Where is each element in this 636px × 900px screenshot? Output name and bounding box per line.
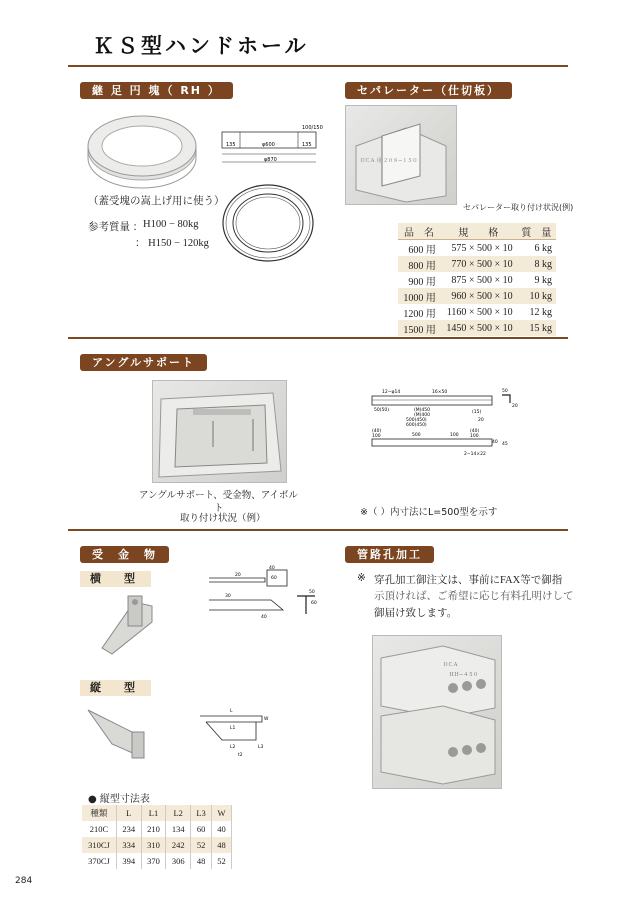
angle-caption-3: 取り付け状況（例） <box>180 513 266 524</box>
rh-section-drawing <box>220 122 323 166</box>
dim-cell: 310 <box>141 837 166 853</box>
separator-photo <box>345 105 457 205</box>
angle-dim-a: 12−φ14 <box>382 390 401 395</box>
dim-cell: 370 <box>141 853 166 869</box>
tate-dim-j: L2 <box>230 745 236 750</box>
rh-dim-d2: φ600 <box>262 142 275 148</box>
tate-dim-l: W <box>264 717 269 722</box>
separator-cell-mass: 12 kg <box>529 306 552 318</box>
dim-cell: 394 <box>116 853 141 869</box>
angle-dim-q: 40 <box>492 440 498 445</box>
angle-dim-j: (40) <box>372 429 382 434</box>
separator-cell-mass: 15 kg <box>517 320 556 336</box>
dim-header-w: W <box>212 805 232 821</box>
dim-header-l3: L3 <box>191 805 212 821</box>
yoko-bracket-photo <box>94 592 164 658</box>
yoko-bracket-drawing <box>205 566 325 628</box>
dim-cell: 210C <box>82 821 116 837</box>
kanro-photo-text-1: ＤＣＡ <box>443 662 459 668</box>
dim-cell: 48 <box>191 853 212 869</box>
dim-cell: 134 <box>166 821 191 837</box>
dim-cell: 52 <box>212 853 232 869</box>
dim-cell: 48 <box>212 837 232 853</box>
dim-header-kind: 種類 <box>82 805 116 821</box>
yoko-dim-d: 30 <box>225 594 231 599</box>
angle-dim-r: 45 <box>502 442 508 447</box>
separator-cell-spec: 1160 × 500 × 10 <box>446 306 513 318</box>
separator-cell-name: 1000 用 <box>398 288 440 304</box>
separator-section-label: セパレーター（仕切板） <box>345 82 512 99</box>
kanagu-section-label: 受 金 物 <box>80 546 169 563</box>
tate-dim-m: t2 <box>238 753 243 758</box>
dim-table-title-text: 縦型寸法表 <box>99 794 150 805</box>
separator-cell-spec: 960 × 500 × 10 <box>440 288 517 304</box>
table-row <box>82 837 232 853</box>
separator-caption: セパレーター取り付け状況(例) <box>463 203 574 212</box>
kanro-photo-text-2: ＨＨ−４５０ <box>449 672 479 678</box>
tate-dim-h: L <box>230 709 233 714</box>
angle-dim-k: 100 <box>372 434 381 439</box>
rh-mass-label: 参考質量 ： <box>88 222 144 233</box>
yoko-dim-e: 40 <box>261 615 267 620</box>
separator-header-spec: 規 格 <box>440 223 517 240</box>
dim-cell: 334 <box>116 837 141 853</box>
yoko-dim-a: 40 <box>269 566 275 571</box>
angle-dim-c: 50(50) <box>374 408 389 413</box>
separator-cell-mass: 10 kg <box>517 288 556 304</box>
rh-mass-2: ： H150 − 120kg <box>135 238 209 249</box>
separator-cell-name: 1200 用 <box>403 308 436 320</box>
page-number: 284 <box>15 876 33 886</box>
table-row <box>398 240 556 257</box>
tate-label: 縦 型 <box>80 680 151 696</box>
separator-cell-spec: 875 × 500 × 10 <box>451 274 513 286</box>
kanro-photo <box>372 635 502 789</box>
yoko-dim-c: 20 <box>235 573 241 578</box>
angle-dim-e: 20 <box>512 404 518 409</box>
separator-cell-mass: 6 kg <box>534 242 552 254</box>
separator-table-header <box>398 223 556 240</box>
separator-cell-name: 1500 用 <box>398 320 440 336</box>
dim-cell: 60 <box>191 821 212 837</box>
separator-cell-spec: 575 × 500 × 10 <box>451 242 513 254</box>
dim-cell: 210 <box>141 821 166 837</box>
separator-table <box>398 223 556 336</box>
kanro-section-label: 管路孔加工 <box>345 546 434 563</box>
table-row <box>398 272 556 288</box>
angle-dim-h: 500(450) <box>406 418 427 423</box>
dim-cell: 370CJ <box>82 853 116 869</box>
rh-mass-1: H100 − 80kg <box>143 219 199 230</box>
table-row <box>82 853 232 869</box>
rh-dim-d3: 135 <box>302 142 312 148</box>
separator-cell-mass: 8 kg <box>517 256 556 272</box>
dim-header-l: L <box>116 805 141 821</box>
section-rule-2 <box>68 529 568 531</box>
angle-caption-2: ト <box>214 503 224 514</box>
rh-dim-h: 100/150 <box>302 125 323 131</box>
dim-cell: 310CJ <box>82 837 116 853</box>
tate-dim-k: L3 <box>258 745 264 750</box>
title-rule <box>68 65 568 67</box>
angle-dim-l: 500 <box>412 433 421 438</box>
dim-cell: 234 <box>116 821 141 837</box>
separator-cell-spec: 1450 × 500 × 10 <box>440 320 517 336</box>
angle-support-photo <box>152 380 287 483</box>
rh-dim-d1: 135 <box>226 142 236 148</box>
kanro-note-1: 穿孔加工御注文は、事前にFAX等で御指 <box>374 575 563 586</box>
dim-table-title <box>88 790 150 805</box>
kanro-mark: ※ <box>357 573 366 584</box>
section-rule-1 <box>68 337 568 339</box>
separator-cell-name: 900 用 <box>408 276 436 288</box>
yoko-label: 横 型 <box>80 571 151 587</box>
separator-photo-text: ＤＣＡ 用 ２０８−１５０ <box>360 158 418 164</box>
angle-dim-f: (M)450 <box>414 408 430 413</box>
table-row <box>398 304 556 320</box>
dim-header-l2: L2 <box>166 805 191 821</box>
separator-cell-mass: 9 kg <box>534 274 552 286</box>
yoko-dim-g: 60 <box>311 601 317 606</box>
yoko-dim-f: 50 <box>309 590 315 595</box>
angle-dim-b: 16×50 <box>432 390 448 395</box>
table-row <box>398 320 556 336</box>
angle-dim-s: (15) <box>472 410 482 415</box>
dim-table-header <box>82 805 232 821</box>
separator-cell-spec: 770 × 500 × 10 <box>440 256 517 272</box>
page-title: ＫＳ型ハンドホール <box>93 34 309 58</box>
dim-cell: 306 <box>166 853 191 869</box>
kanro-note-2: 示頂ければ、ご希望に応じ有料孔明けして <box>374 591 574 602</box>
dim-cell: 40 <box>212 821 232 837</box>
tate-bracket-drawing <box>196 702 276 762</box>
rh-ring-photo <box>85 108 200 188</box>
angle-dim-t: 20 <box>478 418 484 423</box>
kanro-note-3: 御届け致します。 <box>374 608 458 619</box>
tate-dim-i: L1 <box>230 726 236 731</box>
angle-dim-g: (M)400 <box>414 413 430 418</box>
separator-header-name: 品 名 <box>398 223 440 240</box>
angle-dim-o: 100 <box>470 434 479 439</box>
rh-note: （蓋受塊の嵩上げ用に使う） <box>88 196 225 207</box>
dim-table <box>82 805 232 869</box>
separator-cell-name: 600 用 <box>408 244 436 256</box>
angle-dim-i: 600(450) <box>406 423 427 428</box>
dim-cell: 242 <box>166 837 191 853</box>
angle-dim-d: 50 <box>502 389 508 394</box>
table-row <box>82 821 232 837</box>
angle-section-label: アングルサポート <box>80 354 207 371</box>
separator-header-mass: 質 量 <box>517 223 556 240</box>
dim-header-l1: L1 <box>141 805 166 821</box>
tate-bracket-photo <box>82 702 154 766</box>
rh-dim-d4: φ870 <box>264 157 277 163</box>
angle-dim-p: 2−14×22 <box>464 452 486 457</box>
table-row <box>398 288 556 304</box>
rh-section-label: 継 足 円 塊（ RH ） <box>80 82 233 99</box>
angle-dim-n: (40) <box>470 429 480 434</box>
separator-cell-name: 800 用 <box>398 256 440 272</box>
dim-cell: 52 <box>191 837 212 853</box>
angle-support-drawing <box>352 383 524 459</box>
angle-dim-m: 100 <box>450 433 459 438</box>
bullet-icon: ● <box>88 794 97 805</box>
yoko-dim-b: 60 <box>271 576 277 581</box>
angle-caption-1: アングルサポート、受金物、アイボル <box>139 490 298 501</box>
rh-plan-drawing <box>220 182 316 264</box>
angle-note: ※（ ）内寸法にL=500型を示す <box>360 507 498 518</box>
table-row <box>398 256 556 272</box>
